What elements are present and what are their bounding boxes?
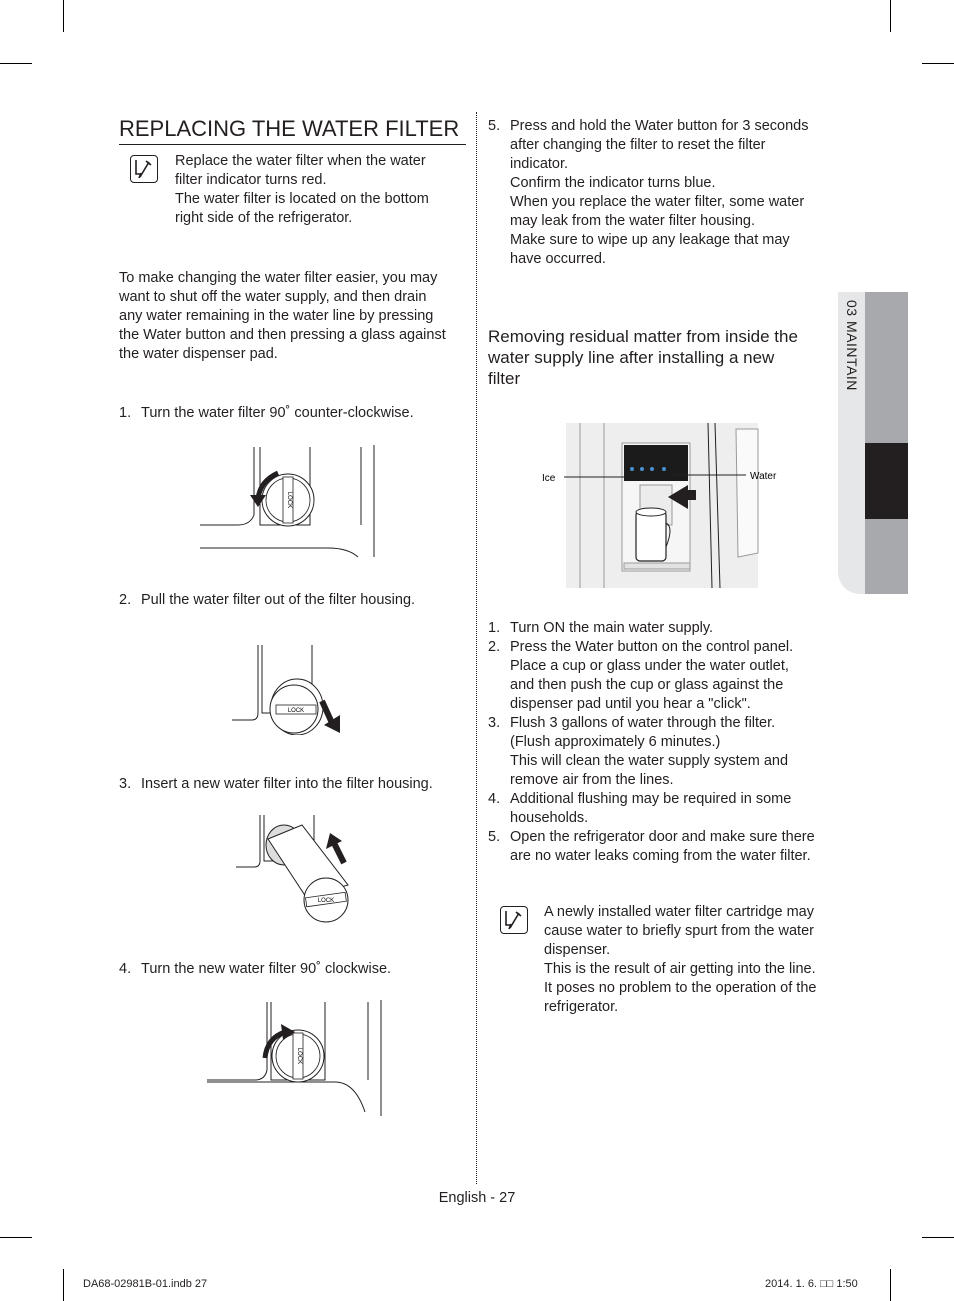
step-text: Pull the water filter out of the filter housing. [141, 592, 416, 608]
step-number: 4. [119, 961, 132, 977]
side-tab-segment [865, 519, 908, 594]
step-4 [119, 960, 469, 979]
page-title: REPLACING THE WATER FILTER [119, 116, 466, 145]
side-tab-active-segment [865, 443, 908, 519]
print-date: 2014. 1. 6. □□ 1:50 [765, 1278, 858, 1290]
section-heading: Removing residual matter from inside the water supply line after installing a new filter [488, 327, 798, 388]
filter-turn-ccw-illustration [198, 445, 378, 560]
step-number: 2. [119, 592, 132, 608]
section-tab-label: 03 MAINTAIN [844, 300, 860, 391]
side-tab-segment [865, 292, 908, 443]
note-text: Replace the water filter when the water filter indicator turns red. The water filter is located on the bottom right side of the refrigerator. [175, 153, 429, 226]
flush-steps-list [488, 619, 840, 866]
lock-label: LOCK [317, 898, 335, 904]
step-3 [119, 775, 469, 794]
filter-pull-out-illustration [232, 645, 347, 735]
lock-label: LOCK [286, 491, 292, 509]
dispenser-illustration [540, 423, 790, 591]
water-label: Water [750, 471, 777, 482]
note-text: A newly installed water filter cartridge may cause water to briefly spurt from the water dispenser. This is the result of air getting into the line. It poses no problem to the operation of the refrigerator. [544, 904, 817, 1015]
list-item: 4. Additional flushing may be required in some households. [488, 791, 792, 826]
note-icon [500, 906, 528, 934]
column-divider [476, 112, 477, 1184]
filter-insert-illustration [236, 815, 356, 925]
list-item: 1. Turn ON the main water supply. [488, 620, 714, 636]
ice-label: Ice [542, 473, 556, 484]
intro-paragraph: To make changing the water filter easier, you may want to shut off the water supply, and then drain any water remaining in the water line by pressing the Water button and then pressing a glass against the water dispenser pad. [119, 270, 446, 362]
step-2 [119, 591, 469, 610]
step-text: Turn the water filter 90˚ counter-clockwise. [141, 405, 414, 421]
page-number: English - 27 [438, 1190, 516, 1206]
lock-label: LOCK [287, 708, 305, 714]
step-1 [119, 404, 469, 423]
note-icon [130, 155, 158, 183]
step-text: Turn the new water filter 90˚ clockwise. [141, 961, 392, 977]
file-info: DA68-02981B-01.indb 27 [83, 1278, 208, 1290]
lock-label: LOCK [296, 1047, 302, 1065]
list-item: 5. Open the refrigerator door and make sure there are no water leaks coming from the water filter. [488, 829, 815, 864]
step-5 [488, 117, 838, 269]
list-item: 2. Press the Water button on the control panel. Place a cup or glass under the water outlet, and then push the cup or glass against the dispenser pad until you hear a "click". [488, 639, 794, 712]
step-text: Insert a new water filter into the filter housing. [141, 776, 433, 792]
step-number: 3. [119, 776, 132, 792]
step-text: Press and hold the Water button for 3 seconds after changing the filter to reset the filter indicator. Confirm the indicator turns blue. When you replace the water filter, some water may leak from the water filter housing. Make sure to wipe up any leakage that may have occurred. [510, 118, 809, 267]
step-number: 1. [119, 405, 132, 421]
list-item: 3. Flush 3 gallons of water through the filter. (Flush approximately 6 minutes.) This will clean the water supply system and remove air from the lines. [488, 715, 789, 788]
filter-turn-cw-illustration [205, 1000, 385, 1120]
step-number: 5. [488, 118, 501, 134]
